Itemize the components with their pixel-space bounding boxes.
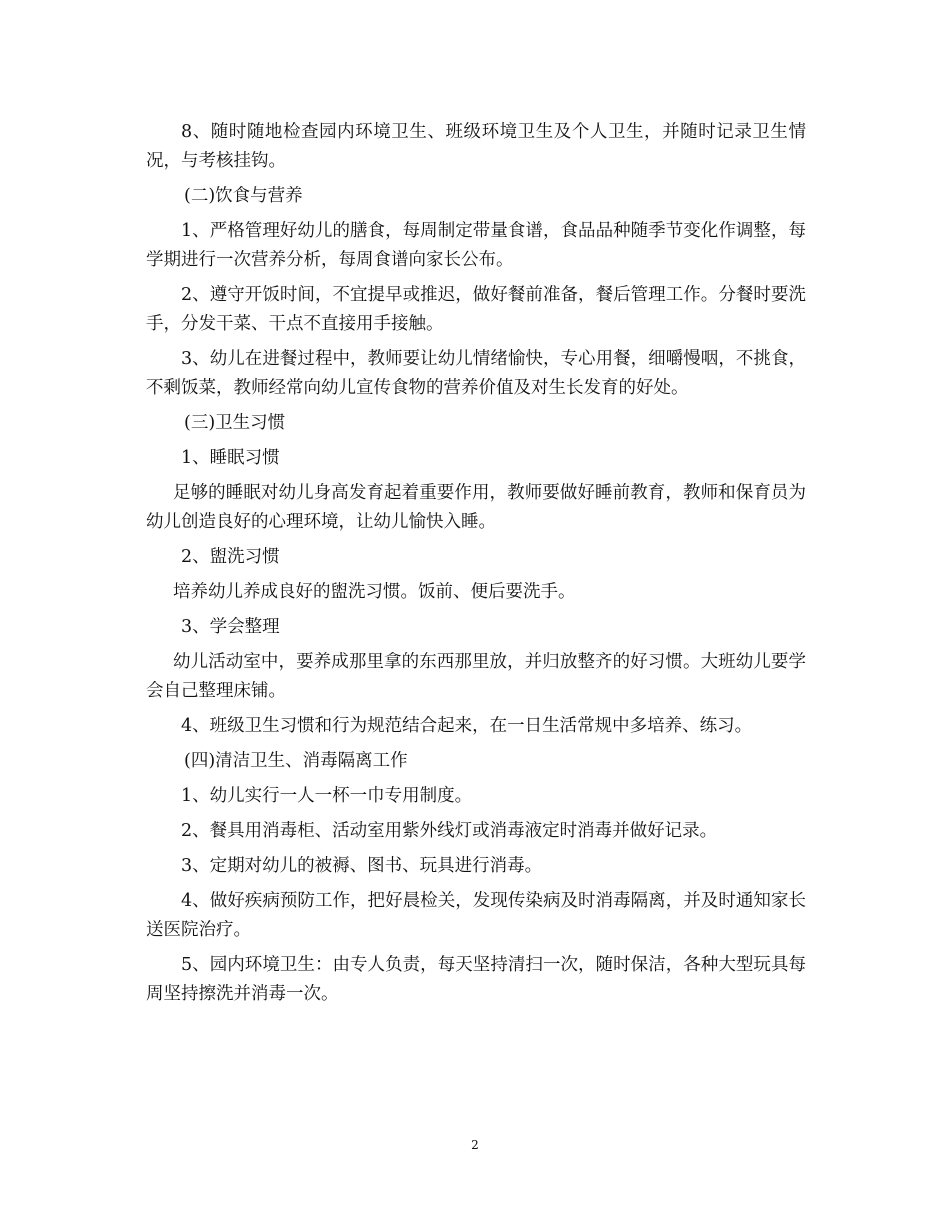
section-heading-hygiene-habits: (三)卫生习惯 [184, 413, 286, 433]
subheading-sleep-habits: 1、睡眠习惯 [181, 448, 280, 468]
paragraph-item-8-hygiene-check: 8、随时随地检查园内环境卫生、班级环境卫生及个人卫生，并随时记录卫生情况，与考核挂钩。 [146, 122, 806, 171]
paragraph-hygiene-item-4: 4、班级卫生习惯和行为规范结合起来，在一日生活常规中多培养、练习。 [181, 716, 753, 736]
paragraph-cleaning-item-4: 4、做好疾病预防工作，把好晨检关，发现传染病及时消毒隔离，并及时通知家长送医院治疗。 [146, 891, 806, 940]
subheading-tidying: 3、学会整理 [181, 617, 280, 637]
document-body [146, 118, 806, 1015]
paragraph-cleaning-item-2: 2、餐具用消毒柜、活动室用紫外线灯或消毒液定时消毒并做好记录。 [181, 821, 718, 841]
paragraph-diet-item-2: 2、遵守开饭时间，不宜提早或推迟，做好餐前准备，餐后管理工作。分餐时要洗手，分发干菜、干点不直接用手接触。 [146, 285, 806, 334]
paragraph-cleaning-item-1: 1、幼儿实行一人一杯一巾专用制度。 [181, 786, 473, 806]
section-heading-diet-nutrition: (二)饮食与营养 [184, 186, 303, 206]
subheading-washing-habits: 2、盥洗习惯 [181, 547, 280, 567]
paragraph-sleep-habits: 足够的睡眠对幼儿身高发育起着重要作用，教师要做好睡前教育，教师和保育员为幼儿创造良好的心理环境，让幼儿愉快入睡。 [146, 483, 806, 532]
paragraph-cleaning-item-3: 3、定期对幼儿的被褥、图书、玩具进行消毒。 [181, 856, 543, 876]
section-heading-cleaning-disinfection: (四)清洁卫生、消毒隔离工作 [184, 751, 408, 771]
paragraph-washing-habits: 培养幼儿养成良好的盥洗习惯。饭前、便后要洗手。 [173, 582, 576, 602]
paragraph-diet-item-1: 1、严格管理好幼儿的膳食，每周制定带量食谱，食品品种随季节变化作调整，每学期进行一次营养分析，每周食谱向家长公布。 [146, 221, 806, 270]
paragraph-tidying: 幼儿活动室中，要养成那里拿的东西那里放，并归放整齐的好习惯。大班幼儿要学会自己整理床铺。 [146, 652, 806, 701]
paragraph-cleaning-item-5: 5、园内环境卫生：由专人负责，每天坚持清扫一次，随时保洁，各种大型玩具每周坚持擦洗并消毒一次。 [146, 955, 806, 1004]
page-number: 2 [471, 1138, 479, 1152]
paragraph-diet-item-3: 3、幼儿在进餐过程中，教师要让幼儿情绪愉快，专心用餐，细嚼慢咽，不挑食，不剩饭菜，教师经常向幼儿宣传食物的营养价值及对生长发育的好处。 [146, 349, 806, 398]
